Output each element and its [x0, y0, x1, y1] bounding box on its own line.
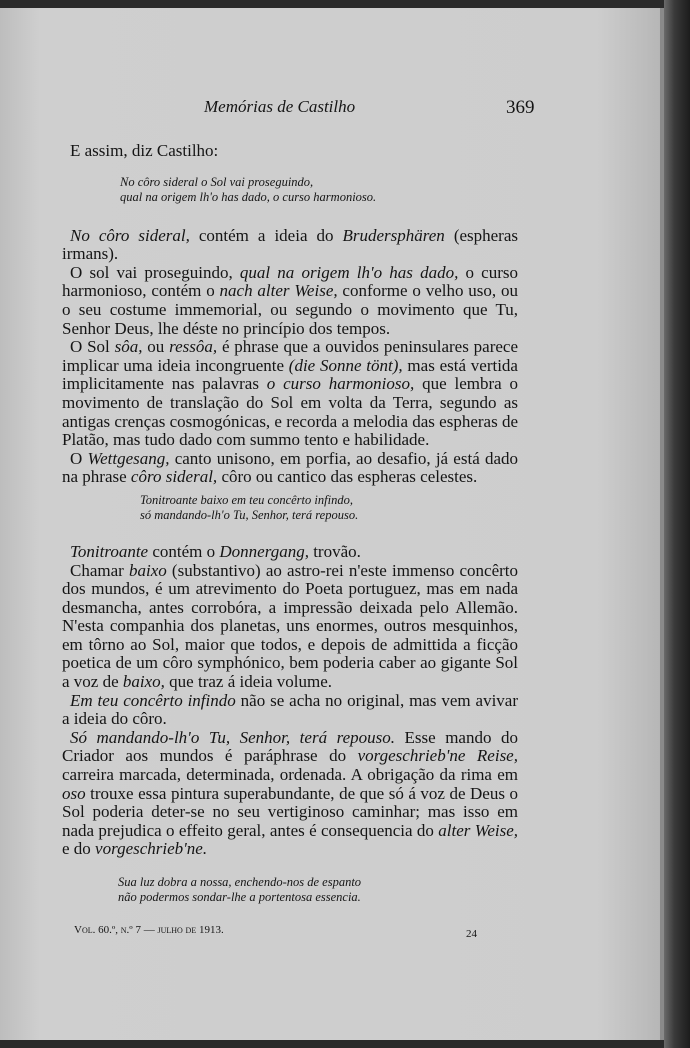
verse-line: Sua luz dobra a nossa, enchendo-nos de espanto — [118, 875, 362, 889]
text-run: côro ou cantico das espheras celestes. — [217, 467, 478, 487]
text-run: que traz á ideia volume. — [164, 672, 333, 692]
text-run: carreira marcada, determinada, ordenada. A obrigação da rima em — [62, 765, 518, 785]
text-run: o curso harmonioso, contém o — [62, 262, 519, 301]
paragraph — [62, 227, 518, 264]
paragraph — [62, 729, 518, 859]
intro-line: E assim, diz Castilho: — [70, 141, 219, 160]
italic-phrase: Em teu concêrto infindo — [70, 690, 236, 710]
verse-quote-3 — [62, 875, 518, 905]
verse-line: No côro sideral o Sol vai proseguindo, — [120, 174, 314, 189]
verse-line: só mandando-lh'o Tu, Senhor, terá repouso. — [140, 507, 359, 522]
italic-phrase: côro sideral, — [130, 467, 218, 487]
text-run: contém a ideia do — [189, 225, 343, 245]
paragraph — [62, 692, 518, 729]
italic-phrase: sôa, — [114, 337, 143, 357]
paragraph — [62, 543, 518, 562]
text-run: e do — [62, 839, 96, 859]
verse-line: qual na origem lh'o has dado, o curso harmonioso. — [120, 189, 377, 204]
text-run: trouxe essa pintura superabundante, de que só á voz de Deus o Sol poderia deter-se no seu vertiginoso caminhar; mas isso em nada prejudica o effeito geral, antes é consequencia do — [62, 783, 518, 840]
italic-phrase: Brudersphären — [342, 225, 445, 245]
text-run: não se acha no original, mas vem avivar a ideia do côro. — [62, 690, 518, 729]
text-run: Chamar — [70, 560, 129, 580]
verse-quote-2 — [62, 493, 518, 523]
verse-line: Tonitroante baixo em teu concêrto infindo, — [140, 492, 353, 507]
italic-phrase: Donnergang, — [219, 541, 309, 561]
page-body — [62, 142, 518, 909]
page-number: 369 — [506, 97, 535, 118]
italic-phrase: Só mandando-lh'o Tu, Senhor, terá repouso. — [70, 727, 395, 747]
italic-phrase: ressôa, — [169, 337, 218, 357]
volume-info: Vol. 60.º, n.º 7 — julho de 1913. — [74, 924, 224, 936]
italic-phrase: No côro sideral, — [70, 225, 190, 245]
page-footer — [62, 924, 522, 944]
italic-phrase: vorgeschrieb'ne Reise, — [357, 746, 518, 766]
text-run: O sol vai proseguindo, — [70, 262, 240, 282]
italic-phrase: Wettgesang, — [87, 448, 170, 468]
text-run: O — [70, 448, 88, 468]
italic-phrase: nach alter Weise, — [219, 281, 338, 301]
signature-mark: 24 — [466, 928, 477, 940]
text-run: O Sol — [70, 337, 115, 357]
text-run: (espheras irmans). — [62, 225, 519, 264]
text-run: é phrase que a ouvidos peninsulares parece implicar uma ideia incongruente — [62, 337, 518, 375]
italic-phrase: qual na origem lh'o has dado, — [239, 262, 459, 282]
paragraph — [62, 562, 518, 692]
italic-phrase: baixo — [128, 560, 167, 580]
text-run: que lembra o movimento de translação do Sol em volta da Terra, segundo as antigas crenças cosmogónicas, e recorda a melodia das espheras de Platão, mas tudo dado com summo tento e habilidade. — [62, 374, 519, 450]
text-run: Esse mando do Criador aos mundos é paráphrase do — [62, 727, 518, 766]
text-run: ou — [142, 337, 170, 357]
paragraph — [62, 338, 518, 450]
paragraph — [62, 264, 518, 338]
italic-phrase: baixo, — [122, 672, 165, 692]
text-run: conforme o velho uso, ou o seu costume immemorial, ou segundo o movimento que Tu, Senhor Deus, lhe déste no princípio dos tempos. — [62, 281, 518, 338]
italic-phrase: vorgeschrieb'ne. — [95, 839, 208, 859]
text-run: (substantivo) ao astro-rei n'este immenso concêrto dos mundos, é um atrevimento do Poeta portuguez, mas em nada desmancha, antes corrobóra, a impressão deixada pelo Allemão. N'esta companhia dos planetas, uns enormes, outros mesquinhos, em tôrno ao Sol, maior que todos, e depois de admittida a ficção poetica de um côro symphónico, bem poderia caber ao gigante Sol a voz de — [62, 560, 518, 692]
verse-quote-1 — [62, 175, 518, 205]
italic-phrase: o curso harmonioso, — [266, 374, 415, 394]
italic-phrase: Tonitroante — [70, 541, 149, 561]
scan-border — [664, 0, 690, 1048]
text-run: canto unisono, em porfia, ao desafio, já está dado na phrase — [62, 448, 518, 487]
page-header — [62, 97, 535, 125]
italic-phrase: alter Weise, — [438, 820, 518, 840]
italic-phrase: (die Sonne tönt), — [288, 355, 403, 375]
italic-phrase: oso — [62, 783, 86, 803]
verse-line: não podermos sondar-lhe a portentosa essencia. — [118, 890, 361, 904]
running-title: Memórias de Castilho — [204, 97, 356, 116]
text-run: contém o — [148, 541, 220, 561]
text-run: trovão. — [308, 541, 361, 561]
text-run: mas está vertida implicitamente nas palavras — [62, 355, 518, 394]
paragraph — [62, 450, 518, 487]
